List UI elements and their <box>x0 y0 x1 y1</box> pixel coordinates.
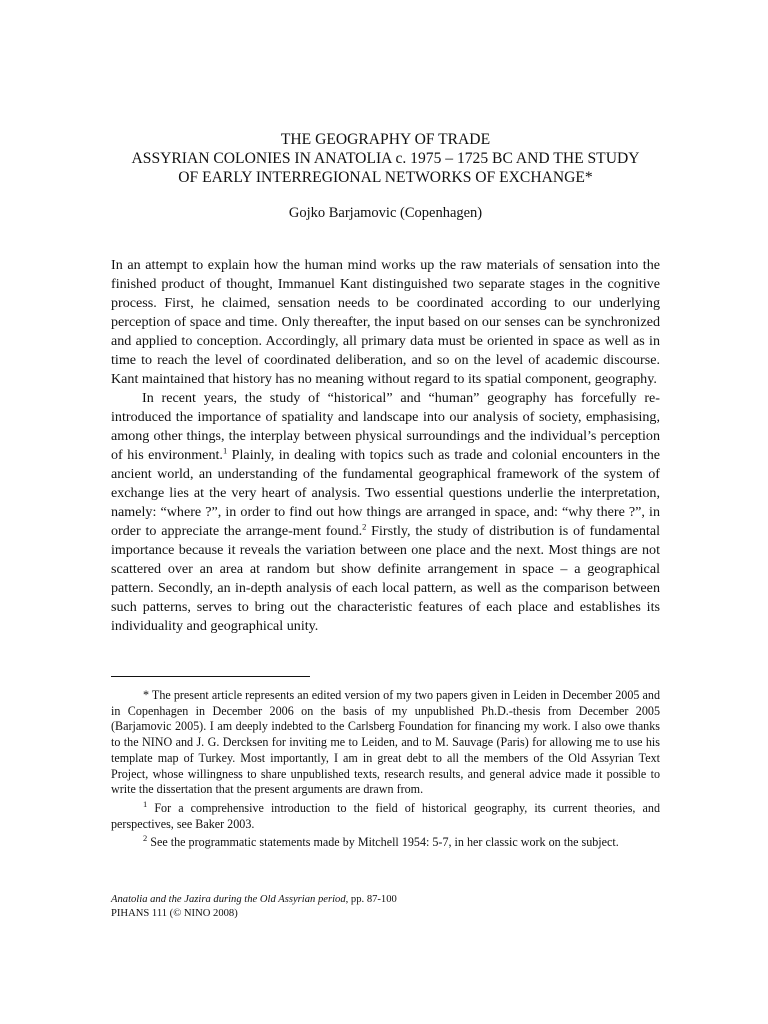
footnote-ref-1[interactable]: 1 <box>222 445 228 456</box>
paragraph-2-part-2: Plainly, in dealing with topics such as trade and colonial encounters in the ancient world, an understanding of the fundamental geographical framework of the system of exchange lies at the very heart of analysis. Two essential questions underlie the interpretation, namely: “where ?”, in order to find out how things are arranged in space, and: “why there ?”, in order to appreciate the arrange-ment found. <box>111 447 660 539</box>
footnote-ref-2[interactable]: 2 <box>362 521 367 532</box>
paragraph-2-part-3: Firstly, the study of distribution is of fundamental importance because it reveals the variation between one place and the next. Most things are not scattered over an area at random but show definite arrangement in space – a geographical pattern. Secondly, an in-depth analysis of each local pattern, as well as the comparison between such patterns, serves to bring out the characteristic features of each place and establishes its individuality and geographical unity. <box>111 523 660 634</box>
footnote-1-text: For a comprehensive introduction to the field of historical geography, its current theories, and perspectives, see Baker 2003. <box>111 800 660 831</box>
footnote-1-mark: 1 <box>143 798 148 809</box>
footnote-divider <box>111 676 310 677</box>
article-title <box>111 130 660 187</box>
footnote-star: * The present article represents an edited version of my two papers given in Leiden in December 2005 and in Copenhagen in December 2006 on the basis of my unpublished Ph.D.-thesis from December 2005 (Barjamovic 2005). I am deeply indebted to the Carlsberg Foundation for financing my work. I also owe thanks to the NINO and J. G. Dercksen for inviting me to Leiden, and to M. Sauvage (Paris) for allowing me to use his template map of Turkey. Most importantly, I am in great debt to all the members of the Old Assyrian Text Project, whose willingness to share unpublished texts, research results, and general advice made it possible to write the dissertation that the present arguments are drawn from. <box>111 688 660 797</box>
footer-source <box>111 893 660 907</box>
footnote-2-text: See the programmatic statements made by Mitchell 1954: 5-7, in her classic work on the subject. <box>147 835 619 850</box>
paragraph-2 <box>111 389 660 636</box>
footer-series: PIHANS 111 (© NINO 2008) <box>111 907 238 919</box>
article-body <box>111 256 660 636</box>
paragraph-2-part-1: In recent years, the study of “historical” and “human” geography has forcefully re-introduced the importance of spatiality and landscape into our analysis of society, emphasising, among other things, the interplay between physical surroundings and the individual’s perception of his environment. <box>111 390 660 463</box>
footnote-1 <box>111 798 660 832</box>
page-footer <box>111 893 660 920</box>
footer-pages: , pp. 87-100 <box>345 894 397 905</box>
title-line-1: THE GEOGRAPHY OF TRADE <box>280 131 491 148</box>
title-line-3: OF EARLY INTERREGIONAL NETWORKS OF EXCHANGE* <box>178 169 593 186</box>
title-line-2: ASSYRIAN COLONIES IN ANATOLIA c. 1975 – 1725 BC AND THE STUDY <box>131 150 640 167</box>
author-line: Gojko Barjamovic (Copenhagen) <box>288 205 483 221</box>
footnotes <box>111 688 660 854</box>
footnote-2-mark: 2 <box>143 833 148 844</box>
footnote-2 <box>111 835 660 851</box>
footer-source-title: Anatolia and the Jazira during the Old Assyrian period <box>111 894 346 905</box>
paragraph-1: In an attempt to explain how the human mind works up the raw materials of sensation into the finished product of thought, Immanuel Kant distinguished two separate stages in the cognitive process. First, he claimed, sensation needs to be coordinated according to our underlying perception of space and time. Only thereafter, the input based on our senses can be synchronized and applied to conception. Accordingly, all primary data must be oriented in space as well as in time to reach the level of coordinated deliberation, and so on the level of academic discourse. Kant maintained that history has no meaning without regard to its spatial component, geography. <box>111 257 660 387</box>
